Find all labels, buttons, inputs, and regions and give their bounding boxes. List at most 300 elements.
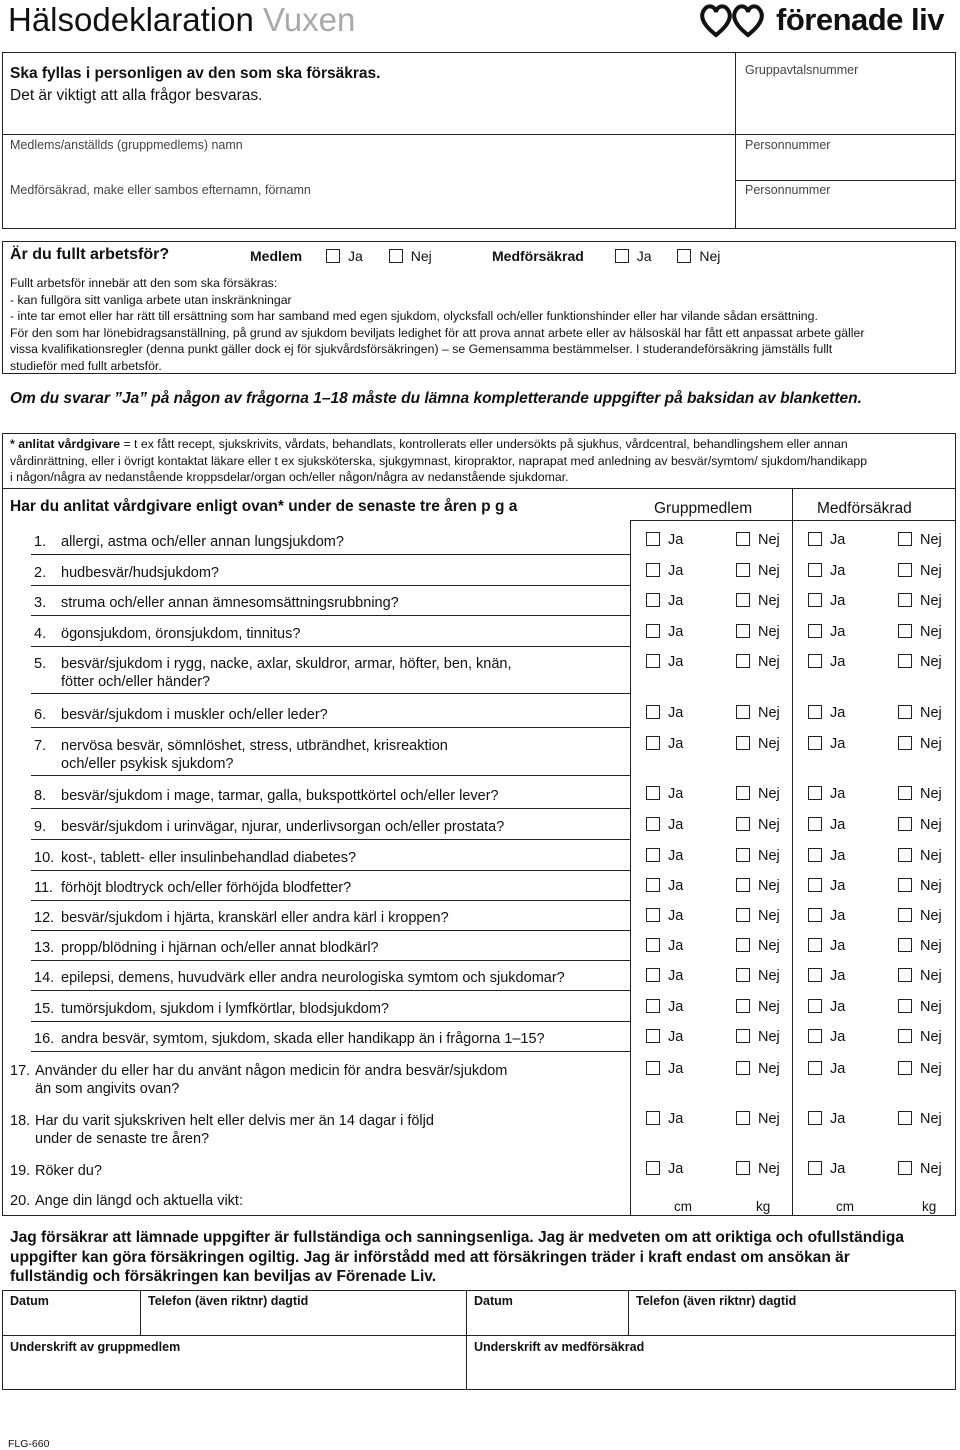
- answer-label: Nej: [920, 532, 942, 548]
- coinsured-ja-option[interactable]: [808, 848, 845, 864]
- member-ja-option[interactable]: [646, 705, 683, 721]
- answer-label: Ja: [830, 999, 846, 1015]
- coinsured-ja-option[interactable]: [808, 563, 845, 579]
- member-ja-option[interactable]: [646, 1161, 683, 1177]
- answer-label: Ja: [668, 1111, 684, 1127]
- answer-checkbox[interactable]: [808, 736, 822, 750]
- answer-checkbox[interactable]: [898, 736, 912, 750]
- coinsured-nej-option[interactable]: [898, 1161, 942, 1177]
- answer-checkbox[interactable]: [736, 593, 750, 607]
- question-number: 9.: [34, 819, 47, 835]
- coinsured-name-field[interactable]: Medförsäkrad, make eller sambos efternamn, förnamn: [10, 183, 311, 197]
- answer-checkbox[interactable]: [736, 878, 750, 892]
- answer-checkbox[interactable]: [898, 848, 912, 862]
- coinsured-nej-option[interactable]: [898, 878, 942, 894]
- member-nej-option[interactable]: [736, 878, 780, 894]
- answer-checkbox[interactable]: [898, 1061, 912, 1075]
- question-text: förhöjt blodtryck och/eller förhöjda blodfetter?: [61, 880, 352, 896]
- answer-label: Nej: [920, 999, 942, 1015]
- answer-label: Ja: [830, 624, 846, 640]
- member-nej-option[interactable]: [736, 999, 780, 1015]
- datum-member-field[interactable]: Datum: [10, 1294, 49, 1308]
- question-text: hudbesvär/hudsjukdom?: [61, 565, 219, 581]
- question-text: och/eller psykisk sjukdom?: [61, 756, 234, 772]
- answer-checkbox[interactable]: [646, 563, 660, 577]
- question-text: kost-, tablett- eller insulinbehandlad diabetes?: [61, 850, 357, 866]
- answer-checkbox[interactable]: [736, 968, 750, 982]
- member-ja-option[interactable]: [646, 736, 683, 752]
- work-coinsured-nej-checkbox[interactable]: [677, 249, 691, 263]
- answer-label: Nej: [920, 1161, 942, 1177]
- answer-checkbox[interactable]: [808, 999, 822, 1013]
- question-number: 12.: [34, 910, 55, 926]
- answer-label: Nej: [920, 938, 942, 954]
- member-ja-option[interactable]: [646, 878, 683, 894]
- coinsured-nej-option[interactable]: [898, 817, 942, 833]
- coinsured-ja-option[interactable]: [808, 654, 845, 670]
- coinsured-ja-option[interactable]: [808, 968, 845, 984]
- coinsured-nej-option[interactable]: [898, 736, 942, 752]
- coinsured-nej-option[interactable]: [898, 1111, 942, 1127]
- answer-label: Ja: [830, 908, 846, 924]
- question-number: 5.: [34, 656, 47, 672]
- question-text: propp/blödning i hjärnan och/eller annat blodkärl?: [61, 940, 379, 956]
- answer-label: Ja: [668, 938, 684, 954]
- question-text: än som angivits ovan?: [35, 1081, 180, 1097]
- answer-label: Ja: [830, 1161, 846, 1177]
- work-member-ja-checkbox[interactable]: [326, 249, 340, 263]
- member-name-field[interactable]: Medlems/anställds (gruppmedlems) namn: [10, 138, 243, 152]
- answer-checkbox[interactable]: [736, 532, 750, 546]
- work-line-1: - kan fullgöra sitt vanliga arbete utan inskränkningar: [10, 292, 292, 307]
- member-ja-option[interactable]: [646, 999, 683, 1015]
- answer-label: Ja: [830, 1111, 846, 1127]
- work-line-4: vissa kvalifikationsregler (denna punkt gäller dock ej för sjukvårdsförsäkringen) – se Gemensamma bestämmelser. I studerandeförsäkring jämställs fullt: [10, 342, 833, 356]
- answer-checkbox[interactable]: [898, 563, 912, 577]
- member-ja-option[interactable]: [646, 786, 683, 802]
- answer-checkbox[interactable]: [808, 1061, 822, 1075]
- work-medforsakrad-label: Medförsäkrad: [492, 248, 584, 264]
- answer-label: Nej: [758, 786, 780, 802]
- title-main: Hälsodeklaration: [8, 1, 254, 38]
- answer-checkbox[interactable]: [736, 848, 750, 862]
- question-number: 6.: [34, 707, 47, 723]
- work-coinsured-nej-label: Nej: [699, 248, 721, 264]
- question-number: 8.: [34, 788, 47, 804]
- question-number: 15.: [34, 1001, 55, 1017]
- answer-label: Ja: [668, 532, 684, 548]
- question-number: 14.: [34, 970, 55, 986]
- answer-label: Nej: [758, 848, 780, 864]
- instruction-line-1: Ska fyllas i personligen av den som ska försäkras.: [10, 65, 381, 82]
- answer-checkbox[interactable]: [898, 1111, 912, 1125]
- member-nej-option[interactable]: [736, 736, 780, 752]
- answer-checkbox[interactable]: [736, 1111, 750, 1125]
- coinsured-nej-option[interactable]: [898, 999, 942, 1015]
- coinsured-nej-option[interactable]: [898, 624, 942, 640]
- answer-checkbox[interactable]: [808, 786, 822, 800]
- member-ja-option[interactable]: [646, 532, 683, 548]
- answer-label: Ja: [830, 563, 846, 579]
- answer-checkbox[interactable]: [736, 654, 750, 668]
- answer-checkbox[interactable]: [736, 1061, 750, 1075]
- answer-label: Nej: [758, 999, 780, 1015]
- answer-checkbox[interactable]: [898, 938, 912, 952]
- member-height-field[interactable]: cm: [674, 1199, 692, 1214]
- personnummer-coinsured-field[interactable]: Personnummer: [745, 183, 831, 197]
- answer-checkbox[interactable]: [808, 532, 822, 546]
- work-line-2: - inte tar emot eller har rätt till ersättning som har samband med egen sjukdom, olycksfall och/eller funktionshinder eller har vilande sådan ersättning.: [10, 309, 818, 323]
- member-weight-field[interactable]: kg: [756, 1199, 771, 1214]
- answer-label: Nej: [920, 817, 942, 833]
- definition-line-2: i någon/några av nedanstående kroppsdelar/organ och/eller någon/några av nedanstående sjukdomar.: [10, 470, 569, 484]
- answer-label: Ja: [668, 1029, 684, 1045]
- work-question: Är du fullt arbetsför?: [10, 246, 170, 263]
- answer-label: Ja: [830, 878, 846, 894]
- question-number: 19.: [10, 1163, 31, 1179]
- answer-checkbox[interactable]: [808, 878, 822, 892]
- telefon-coinsured-field[interactable]: Telefon (även riktnr) dagtid: [636, 1294, 797, 1308]
- signature-coinsured-field[interactable]: Underskrift av medförsäkrad: [474, 1340, 645, 1354]
- answer-label: Nej: [920, 968, 942, 984]
- answer-label: Nej: [758, 705, 780, 721]
- hearts-logo-icon: [698, 2, 770, 38]
- answer-label: Nej: [920, 624, 942, 640]
- member-nej-option[interactable]: [736, 817, 780, 833]
- personnummer-member-field[interactable]: Personnummer: [745, 138, 831, 152]
- coinsured-nej-option[interactable]: [898, 968, 942, 984]
- answer-checkbox[interactable]: [646, 705, 660, 719]
- coinsured-ja-option[interactable]: [808, 624, 845, 640]
- answer-label: Nej: [758, 938, 780, 954]
- gruppavtal-field[interactable]: Gruppavtalsnummer: [745, 63, 859, 77]
- answer-checkbox[interactable]: [808, 908, 822, 922]
- question-text: besvär/sjukdom i muskler och/eller leder?: [61, 707, 328, 723]
- coinsured-nej-option[interactable]: [898, 654, 942, 670]
- coinsured-nej-option[interactable]: [898, 848, 942, 864]
- answer-checkbox[interactable]: [898, 999, 912, 1013]
- question-text: struma och/eller annan ämnesomsättningsrubbning?: [61, 595, 399, 611]
- answer-checkbox[interactable]: [646, 968, 660, 982]
- coinsured-ja-option[interactable]: [808, 999, 845, 1015]
- answer-label: Nej: [758, 1029, 780, 1045]
- member-nej-option[interactable]: [736, 848, 780, 864]
- answer-checkbox[interactable]: [736, 786, 750, 800]
- answer-label: Nej: [758, 1061, 780, 1077]
- member-ja-option[interactable]: [646, 908, 683, 924]
- form-code: FLG-660: [8, 1438, 50, 1450]
- coinsured-ja-option[interactable]: [808, 1111, 845, 1127]
- answer-checkbox[interactable]: [898, 878, 912, 892]
- coinsured-nej-option[interactable]: [898, 1029, 942, 1045]
- answer-checkbox[interactable]: [646, 654, 660, 668]
- coinsured-nej-option[interactable]: [898, 786, 942, 802]
- question-text: nervösa besvär, sömnlöshet, stress, utbrändhet, krisreaktion: [61, 738, 448, 754]
- datum-coinsured-field[interactable]: Datum: [474, 1294, 513, 1308]
- question-text: Använder du eller har du använt någon medicin för andra besvär/sjukdom: [35, 1063, 508, 1079]
- answer-checkbox[interactable]: [736, 938, 750, 952]
- answer-label: Ja: [668, 817, 684, 833]
- work-member-nej-label: Nej: [410, 248, 432, 264]
- question-text: ögonsjukdom, öronsjukdom, tinnitus?: [61, 626, 301, 642]
- coinsured-ja-option[interactable]: [808, 532, 845, 548]
- coinsured-nej-option[interactable]: [898, 563, 942, 579]
- answer-label: Nej: [758, 908, 780, 924]
- answer-label: Ja: [668, 705, 684, 721]
- answer-checkbox[interactable]: [808, 593, 822, 607]
- answer-checkbox[interactable]: [646, 593, 660, 607]
- member-nej-option[interactable]: [736, 1111, 780, 1127]
- answer-label: Nej: [920, 1029, 942, 1045]
- question-number: 16.: [34, 1031, 55, 1047]
- answer-label: Ja: [830, 786, 846, 802]
- answer-checkbox[interactable]: [646, 1029, 660, 1043]
- answer-checkbox[interactable]: [646, 908, 660, 922]
- member-nej-option[interactable]: [736, 624, 780, 640]
- answer-checkbox[interactable]: [808, 1029, 822, 1043]
- answer-label: Ja: [668, 563, 684, 579]
- member-ja-option[interactable]: [646, 1111, 683, 1127]
- coinsured-ja-option[interactable]: [808, 786, 845, 802]
- member-nej-option[interactable]: [736, 654, 780, 670]
- answer-checkbox[interactable]: [898, 786, 912, 800]
- member-nej-option[interactable]: [736, 1161, 780, 1177]
- question-text: under de senaste tre åren?: [35, 1131, 210, 1147]
- question-text: allergi, astma och/eller annan lungsjukdom?: [61, 534, 344, 550]
- answer-label: Ja: [668, 878, 684, 894]
- answer-checkbox[interactable]: [898, 1029, 912, 1043]
- work-member-ja-label: Ja: [348, 248, 363, 264]
- work-line-0: Fullt arbetsför innebär att den som ska försäkras:: [10, 276, 278, 290]
- page-title: [8, 0, 355, 40]
- question-number: 20.: [10, 1193, 31, 1209]
- answer-checkbox[interactable]: [646, 1161, 660, 1175]
- member-ja-option[interactable]: [646, 848, 683, 864]
- coinsured-ja-option[interactable]: [808, 908, 845, 924]
- work-member-nej-checkbox[interactable]: [389, 249, 403, 263]
- answer-checkbox[interactable]: [808, 938, 822, 952]
- member-nej-option[interactable]: [736, 1061, 780, 1077]
- coinsured-nej-option[interactable]: [898, 593, 942, 609]
- answer-checkbox[interactable]: [736, 563, 750, 577]
- answer-checkbox[interactable]: [898, 908, 912, 922]
- answer-checkbox[interactable]: [898, 624, 912, 638]
- answer-checkbox[interactable]: [646, 624, 660, 638]
- answer-checkbox[interactable]: [736, 817, 750, 831]
- answer-checkbox[interactable]: [898, 705, 912, 719]
- answer-label: Nej: [758, 624, 780, 640]
- question-text: tumörsjukdom, sjukdom i lymfkörtlar, blodsjukdom?: [61, 1001, 389, 1017]
- member-ja-option[interactable]: [646, 1029, 683, 1045]
- answer-checkbox[interactable]: [808, 1161, 822, 1175]
- answer-label: Nej: [920, 736, 942, 752]
- member-nej-option[interactable]: [736, 563, 780, 579]
- answer-label: Nej: [758, 563, 780, 579]
- question-number: 17.: [10, 1063, 31, 1079]
- answer-checkbox[interactable]: [898, 654, 912, 668]
- answer-label: Nej: [920, 786, 942, 802]
- answer-label: Nej: [758, 532, 780, 548]
- coinsured-nej-option[interactable]: [898, 705, 942, 721]
- answer-label: Ja: [830, 817, 846, 833]
- answer-label: Ja: [668, 736, 684, 752]
- telefon-member-field[interactable]: Telefon (även riktnr) dagtid: [148, 1294, 309, 1308]
- answer-label: Ja: [830, 736, 846, 752]
- member-ja-option[interactable]: [646, 938, 683, 954]
- answer-checkbox[interactable]: [646, 786, 660, 800]
- question-number: 2.: [34, 565, 47, 581]
- member-nej-option[interactable]: [736, 786, 780, 802]
- member-ja-option[interactable]: [646, 654, 683, 670]
- work-definition: [10, 275, 950, 374]
- answer-checkbox[interactable]: [898, 593, 912, 607]
- member-nej-option[interactable]: [736, 968, 780, 984]
- answer-label: Ja: [830, 938, 846, 954]
- definition-line-1: vårdinrättning, eller i övrigt kontaktat läkare eller t ex sjuksköterska, sjukgymnast, kiropraktor, naprapat med anledning av besvär/symtom/ sjukdom/handikapp: [10, 453, 868, 468]
- answer-label: Nej: [920, 563, 942, 579]
- answer-label: Nej: [758, 1111, 780, 1127]
- coinsured-weight-field[interactable]: kg: [922, 1199, 937, 1214]
- question-text: andra besvär, symtom, sjukdom, skada eller handikapp än i frågorna 1–15?: [61, 1031, 545, 1047]
- answer-label: Nej: [920, 654, 942, 670]
- answer-label: Ja: [830, 968, 846, 984]
- answer-label: Nej: [920, 878, 942, 894]
- coinsured-ja-option[interactable]: [808, 705, 845, 721]
- answer-label: Ja: [668, 908, 684, 924]
- answer-checkbox[interactable]: [808, 848, 822, 862]
- question-text: besvär/sjukdom i rygg, nacke, axlar, skuldror, armar, höfter, ben, knän,: [61, 656, 512, 672]
- work-coinsured-group: [492, 248, 720, 264]
- coinsured-nej-option[interactable]: [898, 532, 942, 548]
- member-ja-option[interactable]: [646, 593, 683, 609]
- title-sub: Vuxen: [262, 1, 356, 38]
- coinsured-nej-option[interactable]: [898, 1061, 942, 1077]
- question-number: 1.: [34, 534, 47, 550]
- answer-checkbox[interactable]: [736, 736, 750, 750]
- question-text: besvär/sjukdom i hjärta, kranskärl eller andra kärl i kroppen?: [61, 910, 449, 926]
- coinsured-ja-option[interactable]: [808, 736, 845, 752]
- declaration-line-2: fullständig och försäkringen kan beviljas av Förenade Liv.: [10, 1268, 437, 1285]
- answer-checkbox[interactable]: [808, 705, 822, 719]
- work-medlem-label: Medlem: [250, 248, 303, 264]
- answer-checkbox[interactable]: [646, 736, 660, 750]
- definition-term: * anlitat vårdgivare: [10, 437, 121, 451]
- member-nej-option[interactable]: [736, 705, 780, 721]
- member-nej-option[interactable]: [736, 593, 780, 609]
- answer-checkbox[interactable]: [898, 968, 912, 982]
- definition: [10, 436, 950, 486]
- coinsured-nej-option[interactable]: [898, 938, 942, 954]
- declaration-line-0: Jag försäkrar att lämnade uppgifter är fullständiga och sanningsenliga. Jag är medveten om att oriktiga och ofullständiga: [10, 1229, 905, 1246]
- answer-checkbox[interactable]: [808, 624, 822, 638]
- col-member-header: Gruppmedlem: [654, 500, 753, 517]
- answer-label: Ja: [668, 968, 684, 984]
- col-coinsured-header: Medförsäkrad: [817, 500, 912, 517]
- instruction: [10, 63, 380, 107]
- question-number: 10.: [34, 850, 55, 866]
- answer-label: Ja: [830, 1061, 846, 1077]
- answer-checkbox[interactable]: [898, 532, 912, 546]
- answer-checkbox[interactable]: [808, 817, 822, 831]
- answer-checkbox[interactable]: [646, 878, 660, 892]
- question-number: 11.: [34, 880, 54, 896]
- answer-label: Nej: [920, 908, 942, 924]
- answer-checkbox[interactable]: [898, 817, 912, 831]
- coinsured-height-field[interactable]: cm: [836, 1199, 854, 1214]
- work-coinsured-ja-checkbox[interactable]: [615, 249, 629, 263]
- answer-checkbox[interactable]: [898, 1161, 912, 1175]
- member-ja-option[interactable]: [646, 817, 683, 833]
- answer-label: Ja: [830, 593, 846, 609]
- answer-checkbox[interactable]: [646, 848, 660, 862]
- answer-checkbox[interactable]: [808, 1111, 822, 1125]
- answer-checkbox[interactable]: [736, 705, 750, 719]
- coinsured-ja-option[interactable]: [808, 1029, 845, 1045]
- answer-checkbox[interactable]: [736, 1161, 750, 1175]
- work-coinsured-ja-label: Ja: [636, 248, 652, 264]
- answer-checkbox[interactable]: [808, 968, 822, 982]
- question-text: besvär/sjukdom i urinvägar, njurar, underlivsorgan och/eller prostata?: [61, 819, 505, 835]
- answer-checkbox[interactable]: [808, 654, 822, 668]
- coinsured-ja-option[interactable]: [808, 938, 845, 954]
- answer-label: Nej: [758, 654, 780, 670]
- answer-label: Ja: [668, 1161, 684, 1177]
- member-ja-option[interactable]: [646, 563, 683, 579]
- member-ja-option[interactable]: [646, 968, 683, 984]
- coinsured-ja-option[interactable]: [808, 593, 845, 609]
- answer-checkbox[interactable]: [646, 999, 660, 1013]
- answer-checkbox[interactable]: [736, 908, 750, 922]
- work-member-group: [250, 248, 432, 264]
- member-nej-option[interactable]: [736, 938, 780, 954]
- answer-checkbox[interactable]: [646, 1111, 660, 1125]
- question-number: 4.: [34, 626, 47, 642]
- coinsured-ja-option[interactable]: [808, 1061, 845, 1077]
- answer-checkbox[interactable]: [736, 999, 750, 1013]
- member-ja-option[interactable]: [646, 624, 683, 640]
- coinsured-nej-option[interactable]: [898, 908, 942, 924]
- answer-checkbox[interactable]: [736, 624, 750, 638]
- answer-checkbox[interactable]: [646, 817, 660, 831]
- answer-checkbox[interactable]: [646, 532, 660, 546]
- member-nej-option[interactable]: [736, 908, 780, 924]
- coinsured-ja-option[interactable]: [808, 817, 845, 833]
- answer-checkbox[interactable]: [646, 938, 660, 952]
- member-ja-option[interactable]: [646, 1061, 683, 1077]
- declaration-line-1: uppgifter kan göra försäkringen ogiltig. Jag är införstådd med att försäkringen träder i kraft endast om ansökan är: [10, 1248, 850, 1266]
- member-nej-option[interactable]: [736, 1029, 780, 1045]
- question-number: 18.: [10, 1113, 31, 1129]
- declaration: [10, 1228, 904, 1287]
- signature-member-field[interactable]: Underskrift av gruppmedlem: [10, 1340, 181, 1354]
- answer-label: Nej: [758, 878, 780, 894]
- answer-checkbox[interactable]: [808, 563, 822, 577]
- coinsured-ja-option[interactable]: [808, 878, 845, 894]
- work-line-3: För den som har lönebidragsanställning, på grund av sjukdom beviljats ledighet för att prova annat arbete eller av hälsoskäl har fått ett anpassat arbete gäller: [10, 325, 865, 340]
- answer-label: Ja: [668, 848, 684, 864]
- answer-label: Ja: [668, 1061, 684, 1077]
- answer-label: Nej: [758, 736, 780, 752]
- coinsured-ja-option[interactable]: [808, 1161, 845, 1177]
- question-text: Röker du?: [35, 1163, 102, 1179]
- answer-label: Nej: [920, 705, 942, 721]
- member-nej-option[interactable]: [736, 532, 780, 548]
- answer-checkbox[interactable]: [736, 1029, 750, 1043]
- answer-label: Ja: [830, 532, 846, 548]
- question-number: 7.: [34, 738, 47, 754]
- answer-checkbox[interactable]: [646, 1061, 660, 1075]
- answer-label: Nej: [920, 1111, 942, 1127]
